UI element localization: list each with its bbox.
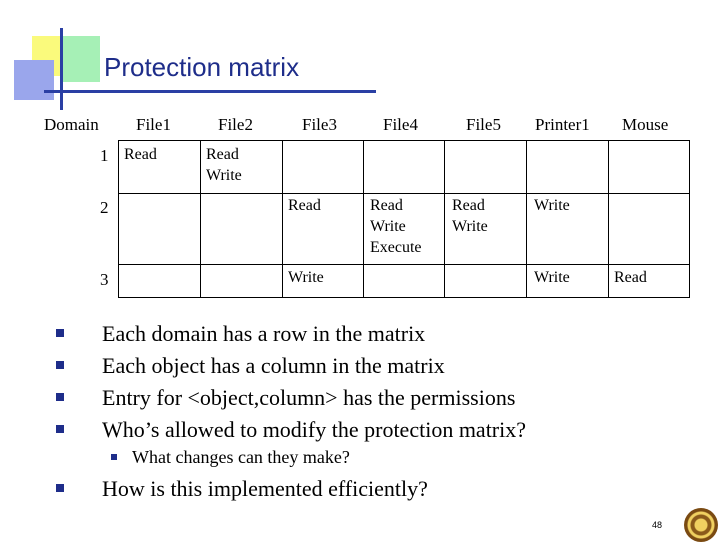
grid-row-divider <box>118 264 690 265</box>
square-bullet-icon <box>56 361 64 369</box>
bullet-text: Each object has a column in the matrix <box>102 353 445 378</box>
row-label-domain-1: 1 <box>100 146 109 165</box>
matrix-cell <box>124 144 157 165</box>
permission-text: Read <box>206 146 239 163</box>
row-label-domain-2: 2 <box>100 198 109 217</box>
decor-blue-block <box>14 60 54 100</box>
page-number: 48 <box>652 520 663 530</box>
matrix-cell <box>614 267 647 288</box>
column-header-file5: File5 <box>466 115 501 134</box>
grid-column-divider <box>444 140 445 298</box>
grid-column-divider <box>282 140 283 298</box>
bullet-text: Who’s allowed to modify the protection matrix? <box>102 417 527 442</box>
column-header-printer1: Printer1 <box>535 115 590 134</box>
permission-text: Execute <box>370 239 422 256</box>
permission-text: Write <box>534 197 570 214</box>
column-header-mouse: Mouse <box>622 115 669 134</box>
permission-text: Read <box>614 269 647 286</box>
grid-column-divider <box>526 140 527 298</box>
row-label-domain-3: 3 <box>100 270 109 289</box>
square-bullet-icon <box>56 393 64 401</box>
column-header-file3: File3 <box>302 115 337 134</box>
column-header-file2: File2 <box>218 115 253 134</box>
matrix-cell <box>370 195 422 258</box>
matrix-cell <box>288 195 321 216</box>
bullet-text: How is this implemented efficiently? <box>102 476 428 501</box>
grid-column-divider <box>200 140 201 298</box>
university-seal-logo <box>684 508 718 542</box>
column-header-file4: File4 <box>383 115 418 134</box>
sub-bullet-text: What changes can they make? <box>132 447 350 467</box>
permission-text: Write <box>534 269 570 286</box>
decor-green-block <box>60 36 100 82</box>
square-bullet-icon <box>56 484 64 492</box>
matrix-cell <box>206 144 242 186</box>
matrix-cell <box>534 267 570 288</box>
grid-column-divider <box>608 140 609 298</box>
decor-vertical-line <box>60 28 63 110</box>
permission-text: Read <box>124 146 157 163</box>
column-header-file1: File1 <box>136 115 171 134</box>
matrix-cell <box>452 195 488 237</box>
permission-text: Read <box>288 197 321 214</box>
matrix-corner-label: Domain <box>44 115 99 134</box>
permission-text: Write <box>452 218 488 235</box>
matrix-cell <box>534 195 570 216</box>
bullet-text: Each domain has a row in the matrix <box>102 321 426 346</box>
permission-text: Write <box>206 167 242 184</box>
permission-text: Read <box>452 197 485 214</box>
bullet-text: Entry for <object,column> has the permissions <box>102 385 516 410</box>
permission-text: Read <box>370 197 403 214</box>
square-bullet-icon <box>56 425 64 433</box>
square-bullet-icon <box>111 454 117 460</box>
square-bullet-icon <box>56 329 64 337</box>
permission-text: Write <box>288 269 324 286</box>
matrix-cell <box>288 267 324 288</box>
grid-row-divider <box>118 193 690 194</box>
permission-text: Write <box>370 218 406 235</box>
slide-title: Protection matrix <box>104 52 300 82</box>
grid-column-divider <box>363 140 364 298</box>
decor-horizontal-line <box>44 90 376 93</box>
